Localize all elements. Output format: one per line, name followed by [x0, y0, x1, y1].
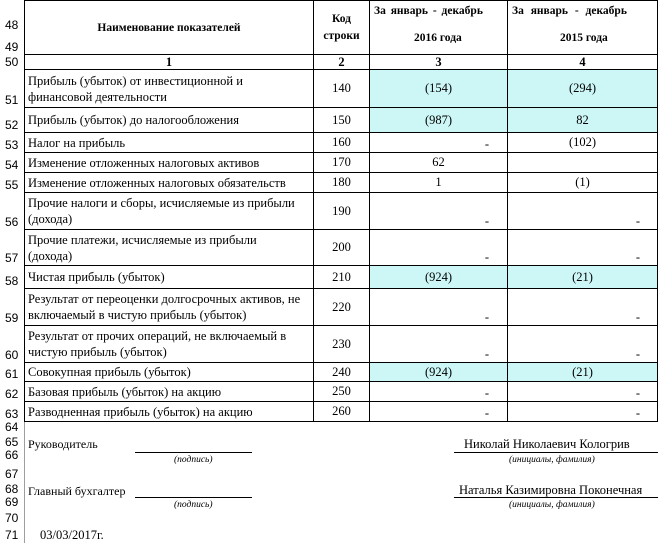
header-period-2016-year: 2016 года — [414, 32, 462, 44]
value-2016-cell[interactable] — [369, 69, 508, 108]
colnum-4-label: 4 — [579, 54, 586, 69]
indicator-name — [28, 291, 300, 323]
value-2015-cell[interactable] — [507, 288, 658, 326]
value-2016-cell[interactable] — [369, 107, 508, 133]
value-2015: - — [635, 347, 640, 361]
line-code: 160 — [332, 135, 351, 149]
indicator-name-cell[interactable] — [24, 152, 314, 173]
value-2016: (987) — [424, 112, 453, 127]
value-2015: 82 — [576, 112, 589, 127]
accountant-signature-caption: (подпись) — [174, 500, 213, 510]
row-header[interactable] — [0, 497, 25, 510]
head-name[interactable]: Николай Николаевич Кологрив — [464, 437, 630, 451]
indicator-name — [28, 112, 239, 128]
indicator-name-line-2: чистую прибыль (убыток) — [28, 345, 167, 359]
row-header[interactable] — [0, 402, 25, 422]
header-code-label-1: Код — [331, 12, 351, 25]
row-header-number: 69 — [5, 495, 19, 509]
line-code: 180 — [332, 175, 351, 189]
head-name-line — [454, 452, 658, 453]
row-header[interactable] — [0, 153, 25, 173]
line-code-cell[interactable] — [313, 381, 370, 402]
row-header[interactable] — [0, 510, 25, 526]
colnum-4[interactable] — [507, 54, 658, 70]
indicator-name-line-1: Прибыль (убыток) до налогообложения — [28, 113, 239, 127]
value-2016: 62 — [432, 155, 445, 169]
value-2016: - — [484, 214, 489, 228]
line-code: 200 — [332, 240, 351, 254]
indicator-name-line-2: включаемый в чистую прибыль (убыток) — [28, 308, 247, 322]
line-code: 220 — [332, 299, 351, 314]
head-signature-line[interactable] — [135, 452, 252, 453]
indicator-name-line-1: Прибыль (убыток) от инвестиционной и — [28, 73, 243, 88]
value-2015: (21) — [572, 269, 593, 284]
value-2015: (1) — [575, 175, 590, 189]
line-code: 260 — [332, 404, 351, 418]
value-2015-cell[interactable] — [507, 381, 658, 402]
indicator-name-line-1: Результат от прочих операций, не включаемый в — [28, 329, 287, 343]
accountant-signature-line[interactable] — [135, 497, 252, 498]
value-2016: - — [484, 250, 489, 264]
indicator-name-line-2: (дохода) — [28, 248, 73, 263]
row-header[interactable] — [0, 450, 25, 463]
value-2016: (154) — [424, 81, 453, 95]
line-code: 240 — [332, 364, 351, 379]
indicator-name-line-2: (дохода) — [28, 212, 73, 226]
row-header-number: 50 — [5, 55, 19, 69]
indicator-name — [28, 232, 257, 264]
value-2015: - — [635, 406, 640, 420]
line-code-cell[interactable] — [313, 362, 370, 382]
value-2015: - — [635, 214, 640, 228]
value-2016-cell[interactable] — [369, 172, 508, 193]
head-label: Руководитель — [28, 437, 98, 451]
row-header-number: 68 — [5, 482, 19, 496]
header-name-cell[interactable] — [24, 0, 314, 55]
value-2016-cell[interactable] — [369, 381, 508, 402]
value-2015-cell[interactable] — [507, 362, 658, 382]
indicator-name — [28, 328, 286, 360]
accountant-name[interactable]: Наталья Казимировна Поконечная — [459, 483, 643, 497]
colnum-2-label: 2 — [338, 54, 345, 69]
row-header[interactable] — [0, 133, 25, 153]
row-header-number: 55 — [5, 178, 19, 192]
line-code-cell[interactable] — [313, 69, 370, 108]
line-code-cell[interactable] — [313, 229, 370, 266]
indicator-name-cell[interactable] — [24, 107, 314, 133]
colnum-2[interactable] — [313, 54, 370, 70]
value-2016-cell[interactable] — [369, 401, 508, 422]
line-code-cell[interactable] — [313, 288, 370, 326]
row-header-number: 59 — [5, 311, 19, 325]
value-2015-cell[interactable] — [507, 132, 658, 153]
row-header[interactable] — [0, 382, 25, 402]
row-header[interactable] — [0, 230, 25, 266]
row-header-number: 56 — [5, 215, 19, 229]
row-header[interactable] — [0, 266, 25, 289]
indicator-name-cell[interactable] — [24, 192, 314, 230]
header-name-label: Наименование показателей — [97, 21, 241, 34]
value-2015: (21) — [572, 364, 593, 379]
value-2015-cell[interactable] — [507, 69, 658, 108]
indicator-name — [28, 135, 125, 151]
indicator-name-cell[interactable] — [24, 229, 314, 266]
line-code-cell[interactable] — [313, 152, 370, 173]
indicator-name — [28, 155, 259, 171]
header-period-2015-year: 2015 года — [560, 32, 608, 44]
value-2016-cell[interactable] — [369, 288, 508, 326]
row-header-number: 53 — [5, 138, 19, 152]
value-2015-cell[interactable] — [507, 152, 658, 173]
indicator-name-line-1: Чистая прибыль (убыток) — [28, 270, 165, 284]
value-2015-cell[interactable] — [507, 265, 658, 289]
value-2016-cell[interactable] — [369, 325, 508, 363]
row-header-number: 51 — [5, 93, 19, 107]
indicator-name-line-1: Разводненная прибыль (убыток) на акцию — [28, 404, 253, 419]
indicator-name-cell[interactable] — [24, 288, 314, 326]
line-code: 150 — [332, 112, 351, 127]
row-header-number: 57 — [5, 251, 19, 265]
line-code: 250 — [332, 384, 351, 398]
line-code-cell[interactable] — [313, 172, 370, 193]
row-header[interactable] — [0, 422, 25, 435]
colnum-3-label: 3 — [435, 54, 442, 69]
line-code: 230 — [332, 336, 351, 351]
line-code: 140 — [332, 81, 351, 95]
row-header-number: 52 — [5, 118, 19, 132]
row-header-number: 61 — [5, 367, 19, 381]
indicator-name-cell[interactable] — [24, 265, 314, 289]
indicator-name — [28, 384, 221, 400]
indicator-name — [28, 404, 253, 420]
indicator-name-cell[interactable] — [24, 132, 314, 153]
line-code: 210 — [332, 269, 351, 284]
row-header-number: 48 — [5, 18, 19, 32]
value-2016-cell[interactable] — [369, 152, 508, 173]
row-header-number: 54 — [5, 158, 19, 172]
row-header-number: 63 — [5, 407, 19, 421]
indicator-name-line-1: Результат от переоценки долгосрочных активов, не — [28, 292, 301, 306]
indicator-name-cell[interactable] — [24, 69, 314, 108]
value-2015: - — [635, 386, 640, 400]
value-2016-cell[interactable] — [369, 192, 508, 230]
head-signature-caption: (подпись) — [174, 455, 213, 465]
value-2015-cell[interactable] — [507, 229, 658, 266]
colnum-3[interactable] — [369, 54, 508, 70]
value-2015-cell[interactable] — [507, 172, 658, 193]
value-2015-cell[interactable] — [507, 325, 658, 363]
value-2015-cell[interactable] — [507, 401, 658, 422]
value-2016: (924) — [424, 269, 453, 284]
indicator-name — [28, 73, 243, 105]
row-header-number: 70 — [5, 511, 19, 525]
row-header[interactable] — [0, 70, 25, 108]
header-period-2015-cell[interactable] — [507, 0, 658, 55]
value-2016-cell[interactable] — [369, 132, 508, 153]
line-code-cell[interactable] — [313, 265, 370, 289]
row-header[interactable] — [0, 193, 25, 230]
indicator-name-cell[interactable] — [24, 381, 314, 402]
indicator-name-line-1: Совокупная прибыль (убыток) — [28, 365, 191, 379]
value-2016-cell[interactable] — [369, 265, 508, 289]
row-header[interactable] — [0, 0, 25, 33]
line-code: 170 — [332, 155, 351, 169]
value-2015: - — [635, 250, 640, 264]
value-2016: 1 — [435, 175, 442, 189]
line-code-cell[interactable] — [313, 132, 370, 153]
row-header-number: 65 — [5, 435, 19, 449]
value-2015: - — [635, 310, 640, 324]
row-header[interactable] — [0, 326, 25, 363]
indicator-name — [28, 364, 191, 380]
value-2016-cell[interactable] — [369, 362, 508, 382]
indicator-name-line-1: Прочие платежи, исчисляемые из прибыли — [28, 232, 257, 247]
value-2016: - — [484, 310, 489, 324]
indicator-name-line-1: Налог на прибыль — [28, 135, 126, 150]
row-header-number: 49 — [5, 40, 19, 54]
head-name-caption: (инициалы, фамилия) — [509, 455, 595, 465]
row-header-number: 67 — [5, 467, 19, 481]
line-code-cell[interactable] — [313, 192, 370, 230]
indicator-name-cell[interactable] — [24, 401, 314, 422]
line-code-cell[interactable] — [313, 401, 370, 422]
row-header-number: 58 — [5, 274, 19, 288]
row-header[interactable] — [0, 55, 25, 70]
value-2016: - — [484, 347, 489, 361]
value-2015-cell[interactable] — [507, 192, 658, 230]
row-header[interactable] — [0, 363, 25, 382]
line-code-cell[interactable] — [313, 107, 370, 133]
indicator-name — [28, 195, 295, 227]
value-2016: - — [484, 386, 489, 400]
header-period-2016-top: За январь - декабрь — [374, 5, 483, 17]
accountant-name-caption: (инициалы, фамилия) — [509, 500, 595, 510]
row-header-number: 64 — [5, 420, 19, 434]
header-period-2015-top: За январь - декабрь — [512, 5, 627, 17]
value-2015-cell[interactable] — [507, 107, 658, 133]
indicator-name-cell[interactable] — [24, 325, 314, 363]
header-code-label-2: строки — [323, 29, 360, 42]
row-header-number: 62 — [5, 387, 19, 401]
accountant-label: Главный бухгалтер — [28, 484, 126, 498]
line-code-cell[interactable] — [313, 325, 370, 363]
indicator-name-cell[interactable] — [24, 172, 314, 193]
row-header[interactable] — [0, 289, 25, 326]
line-code: 190 — [332, 203, 351, 218]
colnum-1[interactable] — [24, 54, 314, 70]
indicator-name-line-1: Изменение отложенных налоговых активов — [28, 155, 260, 170]
row-header-number: 71 — [5, 528, 19, 542]
indicator-name-line-1: Прочие налоги и сборы, исчисляемые из прибыли — [28, 196, 295, 210]
header-period-2016-cell[interactable] — [369, 0, 508, 55]
indicator-name — [28, 269, 165, 285]
row-header[interactable] — [0, 463, 25, 482]
value-2016-cell[interactable] — [369, 229, 508, 266]
indicator-name-line-2: финансовой деятельности — [28, 89, 167, 104]
colnum-1-label: 1 — [165, 54, 173, 69]
indicator-name-line-1: Базовая прибыль (убыток) на акцию — [28, 384, 222, 399]
row-header[interactable] — [0, 526, 25, 543]
indicator-name — [28, 175, 286, 191]
row-header[interactable] — [0, 173, 25, 193]
row-header-number: 66 — [5, 448, 19, 462]
report-date[interactable]: 03/03/2017г. — [40, 528, 104, 542]
value-2016: - — [484, 406, 489, 420]
value-2016: - — [484, 137, 489, 151]
value-2016: (924) — [424, 364, 453, 379]
value-2015: (294) — [568, 81, 597, 95]
header-code-cell[interactable] — [313, 0, 370, 55]
indicator-name-cell[interactable] — [24, 362, 314, 382]
row-header[interactable] — [0, 108, 25, 133]
value-2015: (102) — [568, 135, 597, 149]
indicator-name-line-1: Изменение отложенных налоговых обязательств — [28, 175, 286, 190]
row-header[interactable] — [0, 33, 25, 55]
row-header-number: 60 — [5, 348, 19, 362]
